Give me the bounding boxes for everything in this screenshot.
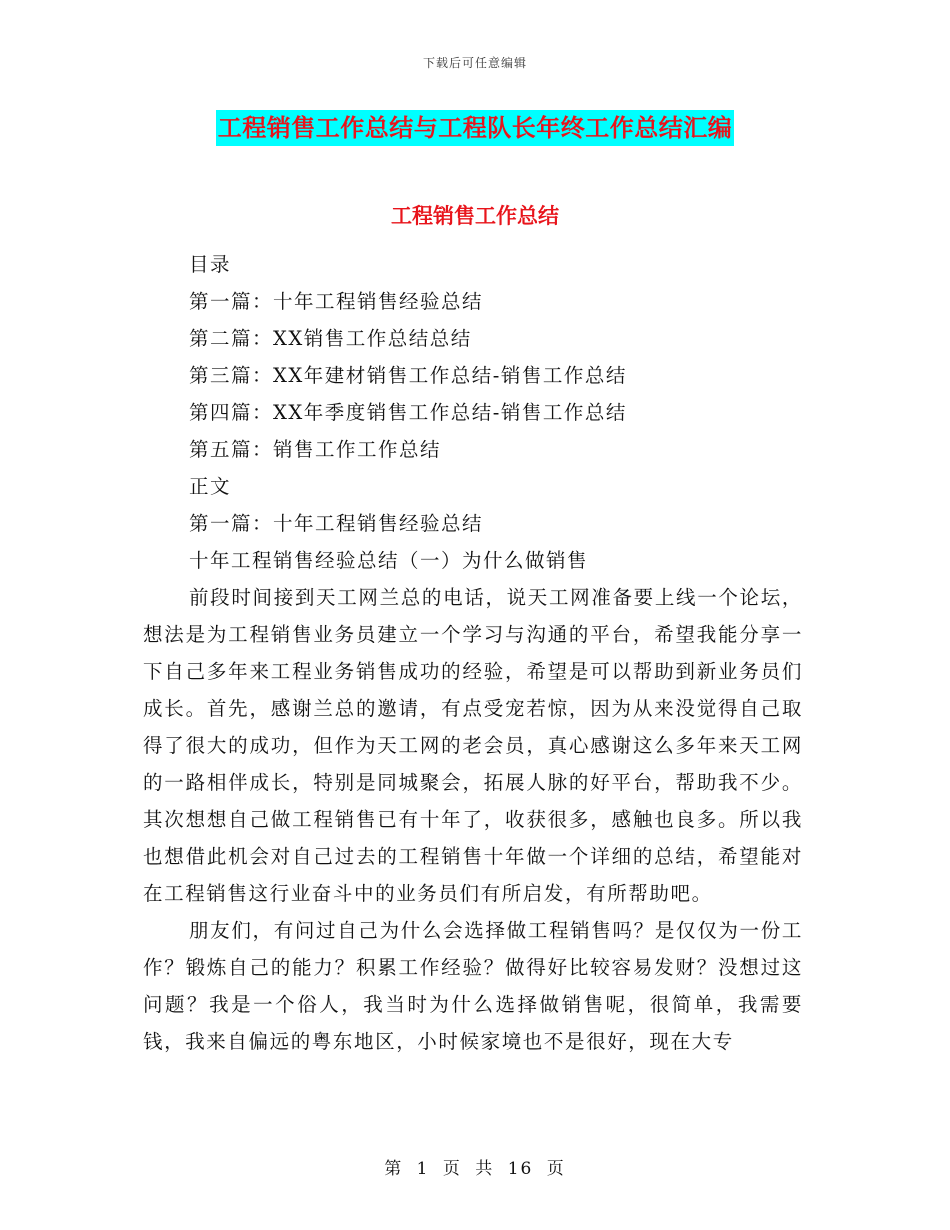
toc-item: 第二篇：XX销售工作总结总结 (189, 327, 472, 350)
chapter-title: 第一篇：十年工程销售经验总结 (189, 512, 484, 535)
chapter-subtitle: 十年工程销售经验总结（一）为什么做销售 (189, 549, 589, 572)
toc-heading: 目录 (189, 253, 232, 276)
document-body (143, 246, 803, 1060)
toc-item: 第五篇：销售工作工作总结 (189, 438, 442, 461)
body-paragraph: 前段时间接到天工网兰总的电话，说天工网准备要上线一个论坛，想法是为工程销售业务员建立一个学习与沟通的平台，希望我能分享一下自己多年来工程业务销售成功的经验，希望是可以帮助到新业务员们成长。首先，感谢兰总的邀请，有点受宠若惊，因为从来没觉得自己取得了很大的成功，但作为天工网的老会员，真心感谢这么多年来天工网的一路相伴成长，特别是同城聚会，拓展人脉的好平台，帮助我不少。其次想想自己做工程销售已有十年了，收获很多，感触也良多。所以我也想借此机会对自己过去的工程销售十年做一个详细的总结，希望能对在工程销售这行业奋斗中的业务员们有所启发，有所帮助吧。 (143, 586, 803, 905)
toc-item: 第一篇：十年工程销售经验总结 (189, 290, 484, 313)
section-title: 工程销售工作总结 (391, 203, 559, 228)
header-note: 下载后可任意编辑 (422, 56, 527, 70)
document-title: 工程销售工作总结与工程队长年终工作总结汇编 (216, 110, 735, 146)
page-number-footer: 第 1 页 共 16 页 (384, 1159, 566, 1179)
document-title-container (0, 110, 950, 146)
toc-item: 第四篇：XX年季度销售工作总结-销售工作总结 (189, 401, 627, 424)
toc-item: 第三篇：XX年建材销售工作总结-销售工作总结 (189, 364, 627, 387)
body-paragraph: 朋友们，有问过自己为什么会选择做工程销售吗？是仅仅为一份工作？锻炼自己的能力？积累工作经验？做得好比较容易发财？没想过这问题？我是一个俗人，我当时为什么选择做销售呢，很简单，我需要钱，我来自偏远的粤东地区，小时候家境也不是很好，现在大专 (143, 919, 803, 1053)
body-heading: 正文 (189, 475, 232, 498)
